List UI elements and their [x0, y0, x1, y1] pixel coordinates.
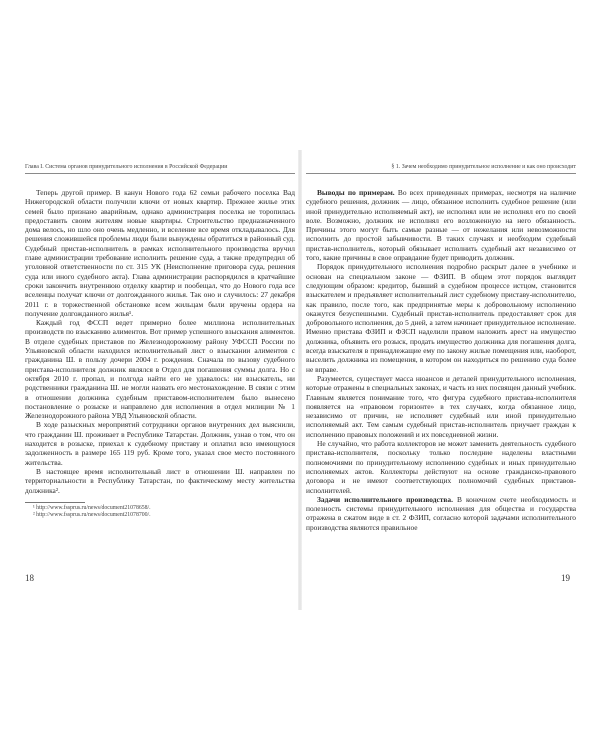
- paragraph-text: В ходе разыскных мероприятий сотрудники органов внутренних дел выяснили, что гражданин Ш. проживает в Республике Татарстан. Должник, узнав о том, что он находится в розыске, приехал к судебному приставу и оплатил всю имеющуюся задолженность в размере 165 119 руб. Кроме того, указал свое место постоянного жительства.: [25, 420, 295, 467]
- left-page-body: [25, 188, 295, 520]
- paragraph: [306, 495, 576, 532]
- footnote: ² http://www.fssprus.ru/news/document21078700/.: [33, 512, 151, 519]
- paragraph-text: В конечном счете необходимость и полезность системы принудительного исполнения для общества и государства отражена в сжатом виде в ст. 2 ФЗИП, согласно которой задачами исполнительного производства являются правильное: [306, 494, 576, 532]
- paragraph-text: Порядок принудительного исполнения подробно раскрыт далее в учебнике и основан на специальном законе — ФЗИП. В общем этот порядок выглядит следующим образом: кредитор, бывший в судебном процессе истцом, становится взыскателем и предъявляет исполнительный лист судебному приставу-исполнителю, как правило, после того, как предпринятые меры к добровольному исполнению окажутся безуспешными. Судебный пристав-исполнитель предоставляет срок для добровольного исполнения, до 5 дней, а затем начинает принудительное исполнение. Именно пристава ФЗИП и ФЗСП наделили правом наложить арест на имущество должника, объявить его розыск, продать имущество должника для погашения долга, всегда взыскателя в принадлежащие ему по закону жилые помещения или, наоборот, выселить должника из помещения, в котором он находиться по решению суда более не вправе.: [306, 262, 576, 374]
- paragraph-text: В настоящее время исполнительный лист в отношении Ш. направлен по территориальности в Республику Татарстан, по фактическому месту жительства должника².: [25, 466, 295, 495]
- footnote: ¹ http://www.fssprus.ru/news/document21078658/.: [33, 504, 151, 511]
- paragraph-text: Разумеется, существует масса нюансов и деталей принудительного исполнения, которые отражены в специальных законах, и часть из них посвящен данный учебник. Главным является понимание того, что фигура судебного пристава-исполнителя появляется на «правовом горизонте» в тех случаях, когда обязанное лицо, независимо от причин, не исполняет судебный или иной принудительно исполняемый акт. Тем самым судебный пристав-исполнитель приучает граждан к исполнению правовых положений и их повседневной жизни.: [306, 373, 576, 439]
- paragraph: [25, 318, 295, 420]
- page-number-left: 18: [25, 573, 34, 583]
- page-number-right: 19: [561, 573, 570, 583]
- paragraph: [306, 188, 576, 262]
- paragraph: [25, 188, 295, 318]
- right-page: [306, 163, 576, 532]
- footnote-rule: [25, 502, 85, 503]
- paragraph: [25, 420, 295, 466]
- book-gutter: [298, 150, 302, 610]
- paragraph-lead: Задачи исполнительного производства.: [317, 494, 453, 504]
- right-page-body: [306, 188, 576, 532]
- paragraph-text: Во всех приведенных примерах, несмотря на наличие судебного решения, должник — лицо, обязанное исполнить судебное решение (или иной принудительно исполняемый акт), не исполнял или не исполнял его по своей воле. Возможно, должник не исполнял его возложенную на него обязанность. Причины этого могут быть самые разные — от нежелания или невозможности исполнить до простой забывчивости. В таких случаях и необходим судебный пристав-исполнитель, который обязывает исполнить судебный акт независимо от того, какие причины в свое оправдание будет приводить должник.: [306, 188, 576, 263]
- left-page: [25, 163, 295, 520]
- paragraph: [25, 467, 295, 495]
- paragraph: [306, 374, 576, 439]
- paragraph-lead: Выводы по примерам.: [317, 188, 395, 197]
- right-running-head: § 1. Зачем необходимо принудительное исполнение и как оно происходит: [306, 163, 576, 174]
- paragraph: [306, 439, 576, 495]
- left-running-head: Глава I. Система органов принудительного исполнения в Российской Федерации: [25, 163, 295, 174]
- paragraph-text: Каждый год ФССП ведет примерно более миллиона исполнительных производств по взысканию алиментов. Вот пример успешного взыскания алиментов. В отделе судебных приставов по Железнодорожному району УФССП России по Ульяновской области находился исполнительный лист о взыскании алиментов с гражданина Ш. в пользу дочери 2004 г. рождения. Сначала по вызову судебного пристава-исполнителя должник являлся в Отдел для погашения суммы долга. Но с октября 2010 г. пропал, и полгода найти его не удавалось: ни взыскатель, ни родственники гражданина Ш. не могли назвать его местонахождение. В связи с этим в отношении должника судебным приставом-исполнителем было вынесено постановление о розыске и направлено для исполнения в отдел милиции № 1 Железнодорожного района УВД Ульяновской области.: [25, 318, 295, 421]
- paragraph-text: Не случайно, что работа коллекторов не может заменить деятельность судебного пристава-исполнителя, поскольку только последние наделены властными полномочиями по принудительному исполнению судебных и иных принудительно исполняемых актов. Коллекторы действуют на основе гражданско-правового договора и не имеют соответствующих полномочий судебных приставов-исполнителей.: [306, 439, 576, 495]
- paragraph-text: Теперь другой пример. В канун Нового года 62 семьи рабочего поселка Вад Нижегородской области получили ключи от новых квартир. Прежнее жилье этих семей было признано аварийным, однако администрация поселка не торопилась предоставить своим жителям новые квартиры. Строительство предназначенного дома велось, но шло оно очень медленно, и вселение все время откладывалось. Для решения сложившейся проблемы люди были вынуждены обратиться в районный суд. Судебный пристав-исполнитель в рамках исполнительного производства вручил главе администрации требование исполнить решение суда, а также предупредил об уголовной ответственности по ст. 315 УК (Неисполнение приговора суда, решения суда или иного судебного акта). Глава администрации распорядился в кратчайшие сроки закончить внутреннюю отделку квартир и пообещал, что до Нового года все вселенцы получат ключи от долгожданного жилья. Так оно и случилось: 27 декабря 2011 г. в торжественной обстановке всем жильцам были вручены ордера на получение долгожданного жилья¹.: [25, 188, 295, 318]
- paragraph: [306, 262, 576, 374]
